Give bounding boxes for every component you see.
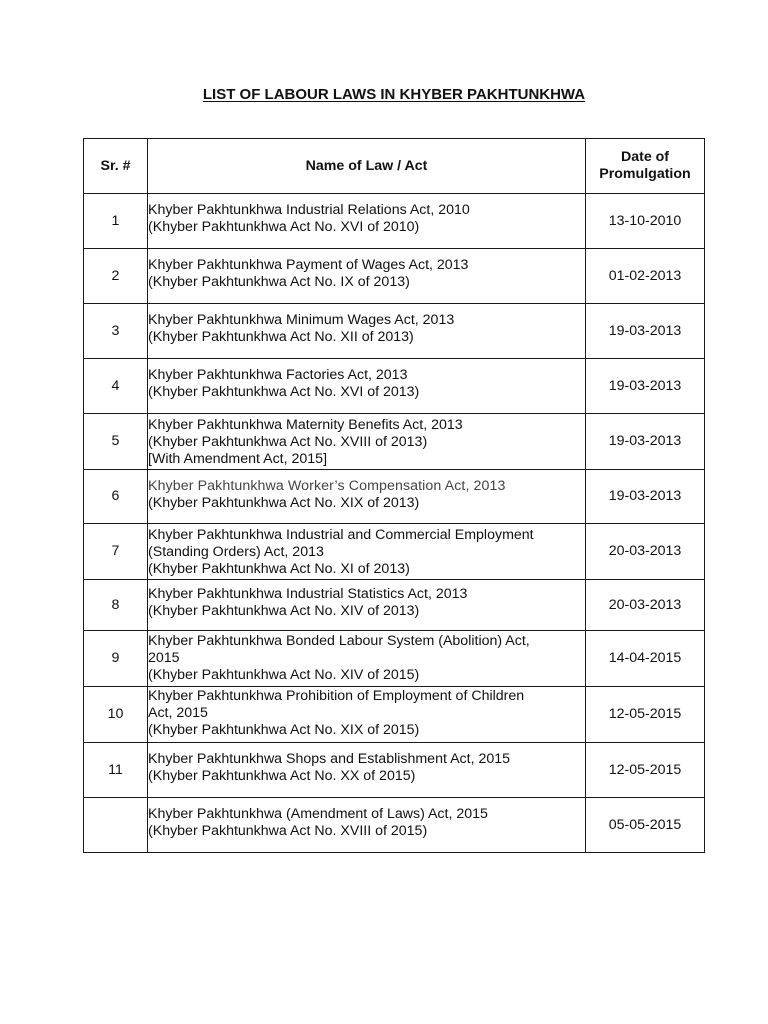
law-name-line: Khyber Pakhtunkhwa Minimum Wages Act, 2013 bbox=[148, 312, 455, 328]
law-name-line: Khyber Pakhtunkhwa (Amendment of Laws) Act, 2015 bbox=[148, 806, 488, 822]
row-sr-number: 11 bbox=[84, 743, 148, 798]
row-law-name bbox=[148, 631, 586, 687]
row-promulgation-date: 14-04-2015 bbox=[586, 631, 705, 687]
header-law-name: Name of Law / Act bbox=[148, 139, 586, 194]
table-row bbox=[84, 631, 705, 687]
row-promulgation-date: 01-02-2013 bbox=[586, 249, 705, 304]
row-promulgation-date: 13-10-2010 bbox=[586, 194, 705, 249]
law-name-line: (Standing Orders) Act, 2013 bbox=[148, 544, 324, 560]
table-row bbox=[84, 359, 705, 414]
table-row bbox=[84, 414, 705, 470]
row-promulgation-date: 19-03-2013 bbox=[586, 304, 705, 359]
row-law-name bbox=[148, 359, 586, 414]
law-name-line: (Khyber Pakhtunkhwa Act No. XIX of 2015) bbox=[148, 722, 420, 738]
row-sr-number: 7 bbox=[84, 524, 148, 580]
header-sr-number: Sr. # bbox=[84, 139, 148, 194]
header-promulgation-date bbox=[586, 139, 705, 194]
row-promulgation-date: 19-03-2013 bbox=[586, 359, 705, 414]
law-name-line: Khyber Pakhtunkhwa Industrial Statistics Act, 2013 bbox=[148, 586, 468, 602]
law-name-line: Khyber Pakhtunkhwa Bonded Labour System (Abolition) Act, bbox=[148, 633, 530, 649]
law-name-line: (Khyber Pakhtunkhwa Act No. XVI of 2013) bbox=[148, 384, 420, 400]
law-name-line: 2015 bbox=[148, 650, 180, 666]
row-law-name bbox=[148, 249, 586, 304]
law-name-line: (Khyber Pakhtunkhwa Act No. XVIII of 2013) bbox=[148, 434, 428, 450]
law-name-line: Khyber Pakhtunkhwa Payment of Wages Act, 2013 bbox=[148, 257, 469, 273]
law-name-line: Act, 2015 bbox=[148, 705, 208, 721]
law-name-line: [With Amendment Act, 2015] bbox=[148, 451, 328, 467]
row-promulgation-date: 19-03-2013 bbox=[586, 414, 705, 470]
row-sr-number: 3 bbox=[84, 304, 148, 359]
table-row bbox=[84, 580, 705, 631]
row-law-name bbox=[148, 524, 586, 580]
law-name-line: (Khyber Pakhtunkhwa Act No. XI of 2013) bbox=[148, 561, 410, 577]
row-promulgation-date: 12-05-2015 bbox=[586, 743, 705, 798]
law-name-line: Khyber Pakhtunkhwa Industrial Relations Act, 2010 bbox=[148, 202, 470, 218]
row-sr-number bbox=[84, 798, 148, 853]
row-sr-number: 9 bbox=[84, 631, 148, 687]
table-row bbox=[84, 687, 705, 743]
law-name-line: (Khyber Pakhtunkhwa Act No. XVI of 2010) bbox=[148, 219, 420, 235]
row-sr-number: 10 bbox=[84, 687, 148, 743]
law-name-line: (Khyber Pakhtunkhwa Act No. XIX of 2013) bbox=[148, 495, 420, 511]
law-name-line: Khyber Pakhtunkhwa Industrial and Commercial Employment bbox=[148, 527, 534, 543]
table-row bbox=[84, 194, 705, 249]
row-sr-number: 2 bbox=[84, 249, 148, 304]
row-sr-number: 1 bbox=[84, 194, 148, 249]
law-name-line: Khyber Pakhtunkhwa Maternity Benefits Act, 2013 bbox=[148, 417, 463, 433]
table-row bbox=[84, 524, 705, 580]
document-title: LIST OF LABOUR LAWS IN KHYBER PAKHTUNKHWA bbox=[202, 86, 586, 103]
row-sr-number: 5 bbox=[84, 414, 148, 470]
labour-laws-table bbox=[83, 138, 705, 853]
table-row bbox=[84, 304, 705, 359]
row-promulgation-date: 19-03-2013 bbox=[586, 470, 705, 524]
row-promulgation-date: 20-03-2013 bbox=[586, 580, 705, 631]
row-law-name bbox=[148, 687, 586, 743]
row-law-name bbox=[148, 743, 586, 798]
header-date-line: Promulgation bbox=[599, 166, 691, 182]
row-promulgation-date: 12-05-2015 bbox=[586, 687, 705, 743]
row-promulgation-date: 05-05-2015 bbox=[586, 798, 705, 853]
row-law-name bbox=[148, 470, 586, 524]
law-name-line: (Khyber Pakhtunkhwa Act No. XVIII of 2015) bbox=[148, 823, 428, 839]
row-sr-number: 6 bbox=[84, 470, 148, 524]
table-row bbox=[84, 249, 705, 304]
law-name-line: Khyber Pakhtunkhwa Shops and Establishment Act, 2015 bbox=[148, 751, 511, 767]
row-sr-number: 8 bbox=[84, 580, 148, 631]
law-name-line: Khyber Pakhtunkhwa Worker’s Compensation Act, 2013 bbox=[148, 478, 506, 494]
row-law-name bbox=[148, 414, 586, 470]
table-row bbox=[84, 798, 705, 853]
law-name-line: Khyber Pakhtunkhwa Prohibition of Employment of Children bbox=[148, 688, 525, 704]
row-sr-number: 4 bbox=[84, 359, 148, 414]
table-header-row bbox=[84, 139, 705, 194]
header-date-line: Date of bbox=[620, 149, 670, 165]
law-name-line: Khyber Pakhtunkhwa Factories Act, 2013 bbox=[148, 367, 408, 383]
law-name-line: (Khyber Pakhtunkhwa Act No. IX of 2013) bbox=[148, 274, 410, 290]
table-row bbox=[84, 470, 705, 524]
row-law-name bbox=[148, 798, 586, 853]
row-law-name bbox=[148, 194, 586, 249]
row-law-name bbox=[148, 304, 586, 359]
law-name-line: (Khyber Pakhtunkhwa Act No. XX of 2015) bbox=[148, 768, 416, 784]
law-name-line: (Khyber Pakhtunkhwa Act No. XIV of 2015) bbox=[148, 667, 420, 683]
row-law-name bbox=[148, 580, 586, 631]
law-name-line: (Khyber Pakhtunkhwa Act No. XII of 2013) bbox=[148, 329, 414, 345]
law-name-line: (Khyber Pakhtunkhwa Act No. XIV of 2013) bbox=[148, 603, 420, 619]
row-promulgation-date: 20-03-2013 bbox=[586, 524, 705, 580]
table-row bbox=[84, 743, 705, 798]
